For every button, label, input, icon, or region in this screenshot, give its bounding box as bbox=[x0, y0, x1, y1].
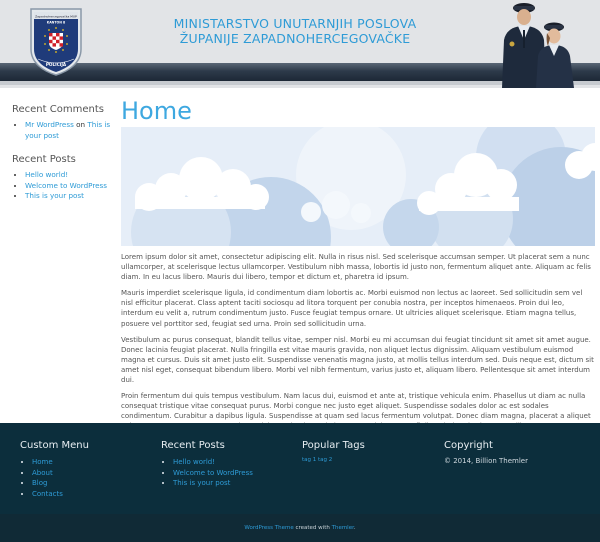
content-paragraph: Proin fermentum dui quis tempus vestibulum. Nam lacus dui, euismod et ante at, tristique vehicula enim. Phasellus ut diam ac nulla consequat tristique vitae consequat purus. Morbi congue nec justo eget aliquet. Suspendisse sodales dolor ac est sodales condimentum. Curabitur a dapibus ligula. Suspendisse at quam sed lacus fermentum volutpat. Donec diam magna, placerat a aliquet bbox=[121, 392, 591, 421]
recent-post-link[interactable]: Welcome to WordPress bbox=[25, 180, 108, 190]
site-header bbox=[0, 0, 600, 88]
tag-link[interactable]: tag 1 bbox=[302, 457, 317, 463]
content-paragraph: Vestibulum ac purus consequat, blandit tellus vitae, semper nisl. Morbi eu mi accumsan dui feugiat tincidunt sit amet sit amet augue. Donec lacinia feugiat placerat. Nulla fringilla est vitae mauris gravida, non aliquet lectus dignissim. Aliquam vestibulum euismod magna et cursus. Duis sit amet justo elit. Suspendisse venenatis magna justo, at mollis tellus interdum sed. Duis neque est, dictum sit amet nisl eget, consequat bibendum libero. Morbi vel nibh fermentum, varius justo et, aliquam libero. Pellentesque sit amet interdum dui. bbox=[121, 335, 594, 385]
footer-menu-link-home[interactable]: Home bbox=[32, 458, 53, 466]
badge-bottom-text: POLICIJA bbox=[45, 62, 67, 67]
footer-copyright-column bbox=[444, 440, 584, 465]
list-item bbox=[173, 468, 301, 479]
credits-bar bbox=[0, 514, 600, 542]
list-item bbox=[32, 478, 160, 489]
badge-mid-text: KANTON 8 bbox=[46, 20, 66, 25]
copyright-text: © 2014, Billion Themler bbox=[444, 457, 528, 465]
recent-posts-title: Recent Posts bbox=[12, 154, 76, 165]
comment-item bbox=[25, 120, 112, 141]
recent-post-link[interactable]: Hello world! bbox=[25, 170, 69, 179]
tag-link[interactable]: tag 2 bbox=[318, 457, 333, 463]
main-content bbox=[121, 97, 595, 432]
list-item bbox=[173, 457, 301, 468]
footer-copyright-title: Copyright bbox=[444, 440, 493, 451]
credit-end: . bbox=[353, 525, 356, 531]
footer-menu-list bbox=[20, 457, 160, 499]
list-item bbox=[32, 468, 160, 479]
footer-menu-link-blog[interactable]: Blog bbox=[32, 479, 48, 487]
comment-post-link[interactable]: This is your post bbox=[25, 120, 111, 140]
content-paragraph: Mauris imperdiet scelerisque ligula, id condimentum diam lobortis ac. Morbi euismod non lectus ac laoreet. Sed sollicitudin sem vel nisl efficitur placerat. Class aptent taciti sociosqu ad litora torquent per conubia nostra, per inceptos himenaeos. Proin dui leo, interdum eu velit a, rutrum condimentum justo. Fusce feugiat tempus ornare. Ut ultricies aliquet scelerisque. Etiam magna tellus, posuere vel porttitor sed, feugiat sed urna. Proin sed sollicitudin urna. bbox=[121, 289, 583, 328]
footer-posts-list bbox=[161, 457, 301, 489]
footer-tags-title: Popular Tags bbox=[302, 440, 365, 451]
footer-tags-column bbox=[302, 440, 442, 463]
site-footer bbox=[0, 423, 600, 514]
site-title bbox=[150, 16, 440, 46]
sidebar bbox=[12, 104, 112, 202]
recent-comments-title: Recent Comments bbox=[12, 104, 104, 115]
comment-author-link[interactable]: Mr WordPress bbox=[25, 120, 74, 129]
footer-menu-title: Custom Menu bbox=[20, 440, 89, 451]
footer-menu-link-contacts[interactable]: Contacts bbox=[32, 489, 63, 498]
content-paragraph: Lorem ipsum dolor sit amet, consectetur adipiscing elit. Nulla in risus nisl. Sed scelerisque accumsan semper. Ut placerat sem a nunc ullamcorper, at scelerisque lectus ullamcorper. Vestibulum nibh massa, lobortis id justo non, fermentum aliquet ante. Aliquam ac felis diam. In eu lacus libero. Mauris dui libero, tempor et dictum et, pharetra id ipsum. bbox=[121, 253, 591, 282]
list-item bbox=[25, 181, 112, 192]
footer-menu-link-about[interactable]: About bbox=[32, 468, 53, 477]
footer-post-link[interactable]: Welcome to WordPress bbox=[173, 468, 253, 477]
comment-on-text: on bbox=[76, 120, 86, 129]
footer-menu-column bbox=[20, 440, 160, 499]
police-officers-image bbox=[490, 0, 586, 88]
site-title-line2: ŽUPANIJE ZAPADNOHERCEGOVAČKE bbox=[179, 31, 411, 46]
recent-posts-list bbox=[12, 170, 112, 202]
footer-posts-title: Recent Posts bbox=[161, 440, 225, 451]
hero-clouds-image bbox=[121, 127, 595, 246]
list-item bbox=[25, 170, 112, 181]
page-title: Home bbox=[121, 97, 192, 125]
recent-post-link[interactable]: This is your post bbox=[25, 191, 84, 200]
police-badge-logo[interactable] bbox=[28, 7, 84, 77]
recent-comments-list bbox=[12, 120, 112, 141]
list-item bbox=[32, 489, 160, 500]
footer-post-link[interactable]: Hello world! bbox=[173, 458, 216, 466]
wordpress-theme-link[interactable]: WordPress Theme bbox=[244, 525, 294, 531]
credit-text: created with bbox=[295, 525, 330, 531]
footer-post-link[interactable]: This is your post bbox=[173, 479, 231, 487]
site-title-line1: MINISTARSTVO UNUTARNJIH POSLOVA bbox=[173, 16, 417, 31]
badge-top-text: Zapadnohercegovačka MUP bbox=[35, 14, 77, 19]
themler-link[interactable]: Themler bbox=[331, 525, 354, 531]
footer-posts-column bbox=[161, 440, 301, 489]
list-item bbox=[25, 191, 112, 202]
list-item bbox=[173, 478, 301, 489]
tag-cloud bbox=[302, 457, 442, 463]
list-item bbox=[32, 457, 160, 468]
